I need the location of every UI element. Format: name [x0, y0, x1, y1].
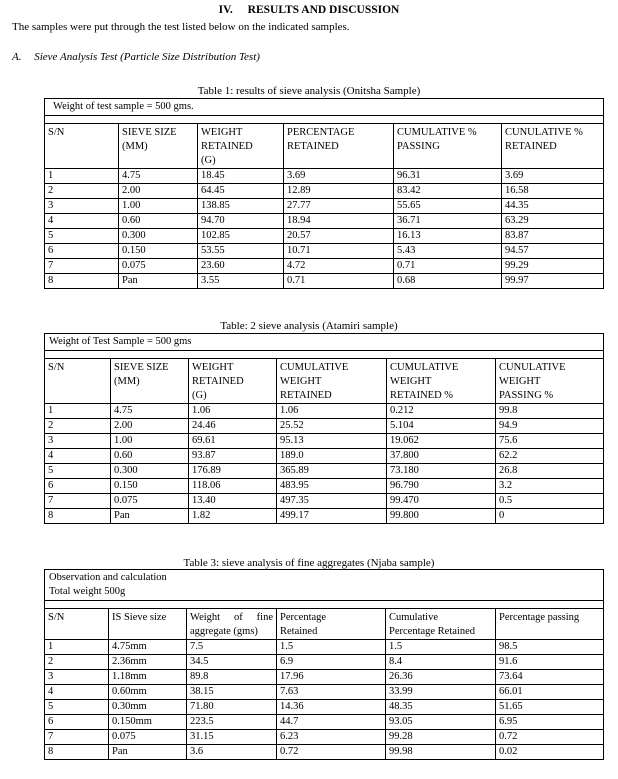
table2-cell: 5.104 [387, 419, 496, 434]
table1-header-line: CUMULATIVE % [397, 127, 477, 138]
table3-cell: 89.8 [187, 670, 277, 685]
table3-cell: 0.30mm [109, 700, 187, 715]
table1-cell: 4 [45, 214, 119, 229]
table3-cell: 66.01 [496, 685, 604, 700]
table3-cell: 5 [45, 700, 109, 715]
table3-cell: 0.60mm [109, 685, 187, 700]
table2 [44, 333, 604, 524]
table2-header-row [45, 359, 604, 404]
table1-header-cell [394, 124, 502, 169]
table3-cell: 31.15 [187, 730, 277, 745]
table2-cell: 26.8 [496, 464, 604, 479]
table2-header-line: WEIGHT [280, 376, 322, 387]
table3-cell: 0.02 [496, 745, 604, 760]
table1-cell: 0.150 [119, 244, 198, 259]
table2-cell: 1.82 [189, 509, 277, 524]
table3-header-line: Percentage [280, 612, 327, 623]
table1-cell: 1 [45, 169, 119, 184]
table2-weight-row [45, 334, 604, 351]
table1-row [45, 229, 604, 244]
table2-header-cell [387, 359, 496, 404]
table3-cell: 1.5 [277, 640, 386, 655]
table2-cell: 1.06 [189, 404, 277, 419]
table3-header-line: Percentage passing [499, 612, 580, 623]
table1-row [45, 259, 604, 274]
table3-row [45, 715, 604, 730]
table1-cell: 10.71 [284, 244, 394, 259]
table2-header-cell [45, 359, 111, 404]
table3-cell: 7.5 [187, 640, 277, 655]
table2-header-cell [111, 359, 189, 404]
table1-cell: 3 [45, 199, 119, 214]
table1-header-cell [119, 124, 198, 169]
table2-cell: 4 [45, 449, 111, 464]
subsection-heading [12, 50, 260, 64]
table2-cell: 3 [45, 434, 111, 449]
table1-cell: 94.70 [198, 214, 284, 229]
table3-cell: 91.6 [496, 655, 604, 670]
table1-weight-row [45, 99, 604, 116]
table3-row [45, 730, 604, 745]
table3-cell: 38.15 [187, 685, 277, 700]
table1-header-row [45, 124, 604, 169]
table1-cell: 7 [45, 259, 119, 274]
table2-cell: 13.40 [189, 494, 277, 509]
table1-cell: 1.00 [119, 199, 198, 214]
table1-cell: 36.71 [394, 214, 502, 229]
table3-cell: 71.80 [187, 700, 277, 715]
table3-header-line: Percentage Retained [389, 626, 475, 637]
table2-cell: 189.0 [277, 449, 387, 464]
table1-header-cell [45, 124, 119, 169]
table3-cell: 26.36 [386, 670, 496, 685]
table3-cell: 33.99 [386, 685, 496, 700]
table1-cell: 64.45 [198, 184, 284, 199]
table2-header-cell [277, 359, 387, 404]
table3-cell: 1.5 [386, 640, 496, 655]
table3-cell: 0.075 [109, 730, 187, 745]
table1-cell: 20.57 [284, 229, 394, 244]
table2-weight-note: Weight of Test Sample = 500 gms [45, 334, 604, 351]
table1-cell: 55.65 [394, 199, 502, 214]
table2-cell: 497.35 [277, 494, 387, 509]
table2-body [45, 334, 604, 524]
table2-cell: 6 [45, 479, 111, 494]
table2-cell: 99.470 [387, 494, 496, 509]
table3-cell: 0.150mm [109, 715, 187, 730]
table2-cell: 2 [45, 419, 111, 434]
table2-header-cell [189, 359, 277, 404]
table2-cell: 0.5 [496, 494, 604, 509]
table2-header-line: (MM) [114, 376, 140, 387]
section-number: IV. [218, 4, 233, 16]
table3-row [45, 685, 604, 700]
table2-cell: 1.00 [111, 434, 189, 449]
table1-row [45, 214, 604, 229]
table1 [44, 98, 604, 289]
table3-header-cell [277, 609, 386, 640]
table1-cell: 0.300 [119, 229, 198, 244]
table1-cell: 3.55 [198, 274, 284, 289]
table1-cell: Pan [119, 274, 198, 289]
table2-cell: 96.790 [387, 479, 496, 494]
table2-cell: 19.062 [387, 434, 496, 449]
table3-cell: 8.4 [386, 655, 496, 670]
table3-header-line: IS Sieve size [112, 612, 167, 623]
table2-cell: 176.89 [189, 464, 277, 479]
table1-cell: 0.60 [119, 214, 198, 229]
table1-cell: 63.29 [502, 214, 604, 229]
table2-cell: 24.46 [189, 419, 277, 434]
table2-cell: 8 [45, 509, 111, 524]
table1-header-line: CUNULATIVE % [505, 127, 583, 138]
table3-cell: 93.05 [386, 715, 496, 730]
table3-header-cell [45, 609, 109, 640]
table1-row [45, 184, 604, 199]
table3-cell: 14.36 [277, 700, 386, 715]
table1-header-cell [198, 124, 284, 169]
table3-header-line: S/N [48, 612, 65, 623]
table2-header-line: WEIGHT [499, 376, 541, 387]
table1-cell: 99.97 [502, 274, 604, 289]
table1-cell: 18.94 [284, 214, 394, 229]
table1-cell: 83.87 [502, 229, 604, 244]
table3-row [45, 640, 604, 655]
table1-header-line: S/N [48, 127, 65, 138]
table1-row [45, 274, 604, 289]
table2-cell: 73.180 [387, 464, 496, 479]
table3-row [45, 745, 604, 760]
table3-header-cell [496, 609, 604, 640]
table1-cell: 44.35 [502, 199, 604, 214]
table3-cell: 4.75mm [109, 640, 187, 655]
table3-cell: 1.18mm [109, 670, 187, 685]
table2-header-line: PASSING % [499, 390, 554, 401]
table1-cell: 5.43 [394, 244, 502, 259]
table2-cell: 94.9 [496, 419, 604, 434]
table3-cell: 6.95 [496, 715, 604, 730]
table1-header-line: RETAINED [287, 141, 339, 152]
table3-cell: 17.96 [277, 670, 386, 685]
section-title: RESULTS AND DISCUSSION [247, 4, 400, 16]
table2-row [45, 434, 604, 449]
table2-row [45, 464, 604, 479]
table2-cell: 118.06 [189, 479, 277, 494]
table3-cell: 2.36mm [109, 655, 187, 670]
table3-cell: 98.5 [496, 640, 604, 655]
table1-header-line: (MM) [122, 141, 148, 152]
table2-header-cell [496, 359, 604, 404]
table1-cell: 102.85 [198, 229, 284, 244]
section-heading [0, 3, 618, 18]
table1-cell: 83.42 [394, 184, 502, 199]
table1-header-cell [284, 124, 394, 169]
table1-header-line: WEIGHT [201, 127, 243, 138]
table1-row [45, 244, 604, 259]
table3-header-line: aggregate (gms) [190, 626, 258, 637]
table2-header-line: CUMULATIVE [280, 362, 349, 373]
table3-cell: 6.23 [277, 730, 386, 745]
table2-cell: 0.60 [111, 449, 189, 464]
table2-header-line: WEIGHT [390, 376, 432, 387]
table2-caption: Table: 2 sieve analysis (Atamiri sample) [220, 320, 398, 332]
table1-cell: 23.60 [198, 259, 284, 274]
table1-cell: 2 [45, 184, 119, 199]
table2-row [45, 494, 604, 509]
table3-row [45, 655, 604, 670]
table1-header-line: RETAINED [505, 141, 557, 152]
table1-cell: 3.69 [284, 169, 394, 184]
table3-cell: 99.28 [386, 730, 496, 745]
table2-cell: 62.2 [496, 449, 604, 464]
table2-header-line: CUMULATIVE [390, 362, 459, 373]
table1-cell: 99.29 [502, 259, 604, 274]
table3-cell: 0.72 [496, 730, 604, 745]
table3-cell: 1 [45, 640, 109, 655]
table2-row [45, 479, 604, 494]
table1-cell: 0.68 [394, 274, 502, 289]
table1-header-line: (G) [201, 155, 216, 166]
table1-cell: 94.57 [502, 244, 604, 259]
table2-spacer-row [45, 351, 604, 359]
table1-cell: 96.31 [394, 169, 502, 184]
table2-header-line: S/N [48, 362, 65, 373]
table2-row [45, 419, 604, 434]
table2-cell: 75.6 [496, 434, 604, 449]
table1-header-line: RETAINED [201, 141, 253, 152]
table1-cell: 5 [45, 229, 119, 244]
table3-cell: Pan [109, 745, 187, 760]
table1-cell: 0.075 [119, 259, 198, 274]
table2-row [45, 404, 604, 419]
table1-weight-note: Weight of test sample = 500 gms. [45, 99, 604, 116]
table3-spacer-row [45, 601, 604, 609]
table2-cell: 3.2 [496, 479, 604, 494]
table3-cell: 99.98 [386, 745, 496, 760]
table2-header-line: RETAINED [280, 390, 332, 401]
table2-cell: 0.212 [387, 404, 496, 419]
table3-header-line: Retained [280, 626, 318, 637]
table3-observation-row [45, 570, 604, 601]
table2-header-line: WEIGHT [192, 362, 234, 373]
table2-cell: 1.06 [277, 404, 387, 419]
table2-header-line: CUNULATIVE [499, 362, 566, 373]
table1-row [45, 169, 604, 184]
table3-header-cell [386, 609, 496, 640]
table1-header-line: PASSING [397, 141, 440, 152]
table2-header-line: (G) [192, 390, 207, 401]
table3-header-line: Cumulative [389, 612, 438, 623]
table2-cell: 95.13 [277, 434, 387, 449]
table1-header-cell [502, 124, 604, 169]
table1-cell: 6 [45, 244, 119, 259]
table3-body [45, 570, 604, 760]
table1-cell: 138.85 [198, 199, 284, 214]
table1-cell: 4.75 [119, 169, 198, 184]
table2-cell: 0.300 [111, 464, 189, 479]
table2-cell: Pan [111, 509, 189, 524]
table3-cell: 34.5 [187, 655, 277, 670]
subsection-title: Sieve Analysis Test (Particle Size Distribution Test) [34, 51, 260, 63]
table3-cell: 6.9 [277, 655, 386, 670]
table2-cell: 0.075 [111, 494, 189, 509]
table3-cell: 44.7 [277, 715, 386, 730]
table3-cell: 7.63 [277, 685, 386, 700]
table1-cell: 0.71 [284, 274, 394, 289]
table3-header-cell [187, 609, 277, 640]
table3-row [45, 700, 604, 715]
table2-cell: 365.89 [277, 464, 387, 479]
table3-cell: 0.72 [277, 745, 386, 760]
table3-observation-line1: Observation and calculation [49, 572, 167, 583]
table2-header-line: SIEVE SIZE [114, 362, 169, 373]
subsection-letter: A. [12, 51, 22, 63]
table1-header-line: PERCENTAGE [287, 127, 355, 138]
table3-cell: 223.5 [187, 715, 277, 730]
table3-cell: 51.65 [496, 700, 604, 715]
table1-cell: 27.77 [284, 199, 394, 214]
table1-cell: 53.55 [198, 244, 284, 259]
table3-cell: 48.35 [386, 700, 496, 715]
table3-caption: Table 3: sieve analysis of fine aggregates (Njaba sample) [183, 557, 435, 569]
table2-cell: 0.150 [111, 479, 189, 494]
table3-cell: 3 [45, 670, 109, 685]
table2-cell: 25.52 [277, 419, 387, 434]
table2-cell: 7 [45, 494, 111, 509]
table3-cell: 7 [45, 730, 109, 745]
table2-cell: 93.87 [189, 449, 277, 464]
table3-cell: 6 [45, 715, 109, 730]
table1-cell: 3.69 [502, 169, 604, 184]
table2-cell: 5 [45, 464, 111, 479]
table1-cell: 2.00 [119, 184, 198, 199]
table2-row [45, 449, 604, 464]
table1-header-line: SIEVE SIZE [122, 127, 177, 138]
intro-paragraph: The samples were put through the test listed below on the indicated samples. [12, 21, 350, 33]
table3-cell: 2 [45, 655, 109, 670]
table2-cell: 99.8 [496, 404, 604, 419]
table1-body [45, 99, 604, 289]
table2-cell: 1 [45, 404, 111, 419]
table3-observation-line2: Total weight 500g [49, 586, 126, 597]
table1-cell: 16.13 [394, 229, 502, 244]
table1-cell: 16.58 [502, 184, 604, 199]
table2-header-line: RETAINED % [390, 390, 454, 401]
table1-cell: 4.72 [284, 259, 394, 274]
table2-cell: 0 [496, 509, 604, 524]
table3-header-row [45, 609, 604, 640]
table2-cell: 69.61 [189, 434, 277, 449]
table2-cell: 99.800 [387, 509, 496, 524]
table1-cell: 18.45 [198, 169, 284, 184]
table2-cell: 483.95 [277, 479, 387, 494]
table1-caption: Table 1: results of sieve analysis (Onitsha Sample) [197, 85, 421, 97]
table3-observation [45, 570, 604, 601]
table2-cell: 37.800 [387, 449, 496, 464]
table3-cell: 73.64 [496, 670, 604, 685]
table1-cell: 0.71 [394, 259, 502, 274]
table3 [44, 569, 604, 760]
table2-header-line: RETAINED [192, 376, 244, 387]
table2-cell: 4.75 [111, 404, 189, 419]
table2-cell: 2.00 [111, 419, 189, 434]
table1-cell: 12.89 [284, 184, 394, 199]
table3-row [45, 670, 604, 685]
table3-header-cell [109, 609, 187, 640]
table1-cell: 8 [45, 274, 119, 289]
table1-spacer-row [45, 116, 604, 124]
table3-header-line: Weight of fine [190, 612, 273, 623]
table2-row [45, 509, 604, 524]
table1-row [45, 199, 604, 214]
table3-cell: 4 [45, 685, 109, 700]
table2-cell: 499.17 [277, 509, 387, 524]
table3-cell: 3.6 [187, 745, 277, 760]
table3-cell: 8 [45, 745, 109, 760]
